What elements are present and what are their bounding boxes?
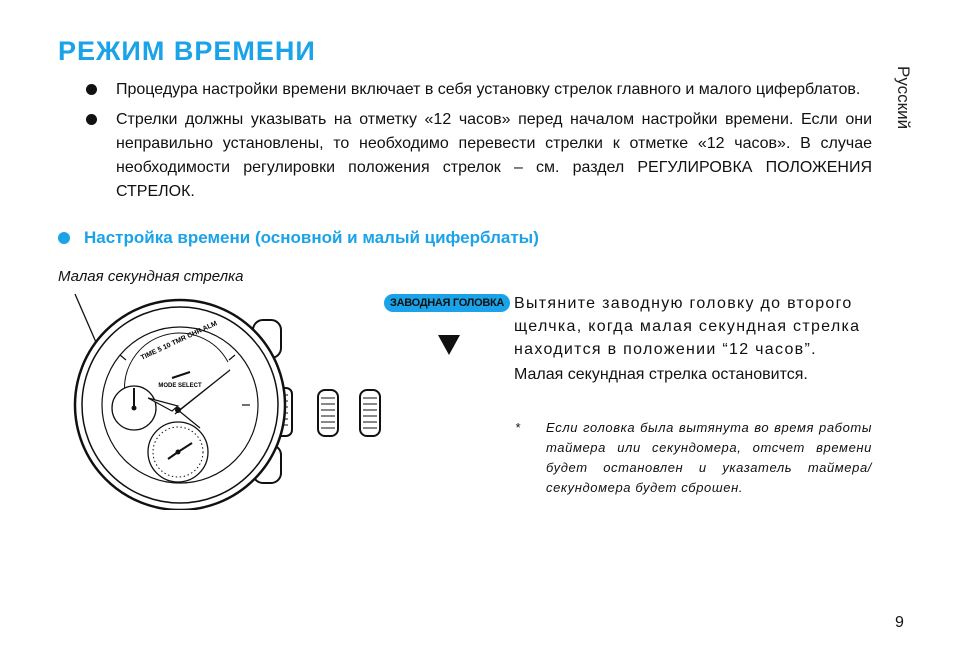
- crown-positions: [316, 388, 386, 438]
- hand-pivot: [175, 407, 181, 413]
- bullet-text: Процедура настройки времени включает в себя установку стрелок главного и малого циферблатов.: [116, 81, 861, 98]
- section-heading: [58, 228, 539, 248]
- bullet-icon: [86, 114, 97, 125]
- crown-position-icon: [318, 390, 338, 436]
- bullet-item: [86, 78, 872, 102]
- section-heading-text: Настройка времени (основной и малый циферблаты): [84, 228, 539, 247]
- instruction-step: Вытяните заводную головку до второго щелчка, когда малая секундная стрелка находится в положении “12 часов”.: [514, 295, 861, 358]
- down-arrow-icon: [438, 335, 460, 355]
- bullet-item: [86, 108, 872, 204]
- bullet-text: Стрелки должны указывать на отметку «12 часов» перед началом настройки времени. Если они неправильно установлены, то необходимо перевести стрелки к отметке «12 часов». В случае необходимости регулировки положения стрелок – см. раздел РЕГУЛИРОВКА ПОЛОЖЕНИЯ СТРЕЛОК.: [116, 111, 872, 200]
- mode-select-label: MODE SELECT: [158, 383, 202, 389]
- language-tab: Русский: [894, 66, 913, 130]
- bullet-icon: [86, 84, 97, 95]
- callout-label: Малая секундная стрелка: [58, 268, 244, 285]
- crown-badge: ЗАВОДНАЯ ГОЛОВКА: [384, 294, 510, 312]
- footnote: Если головка была вытянута во время работы таймера или секундомера, отсчет времени будет остановлен и указатель таймера/ секундомера будет сброшен.: [546, 420, 872, 495]
- note-marker: *: [515, 420, 521, 435]
- crown-position-icon: [360, 390, 380, 436]
- bullet-list: [86, 78, 872, 210]
- page-title: РЕЖИМ ВРЕМЕНИ: [58, 36, 316, 66]
- watch-illustration: [60, 280, 320, 510]
- section-bullet-icon: [58, 232, 70, 244]
- page-number: 9: [895, 614, 904, 631]
- instruction-result: Малая секундная стрелка остановится.: [514, 366, 808, 383]
- mode-ring-text: TIME 5 10 TMR CHR ALM: [139, 320, 219, 362]
